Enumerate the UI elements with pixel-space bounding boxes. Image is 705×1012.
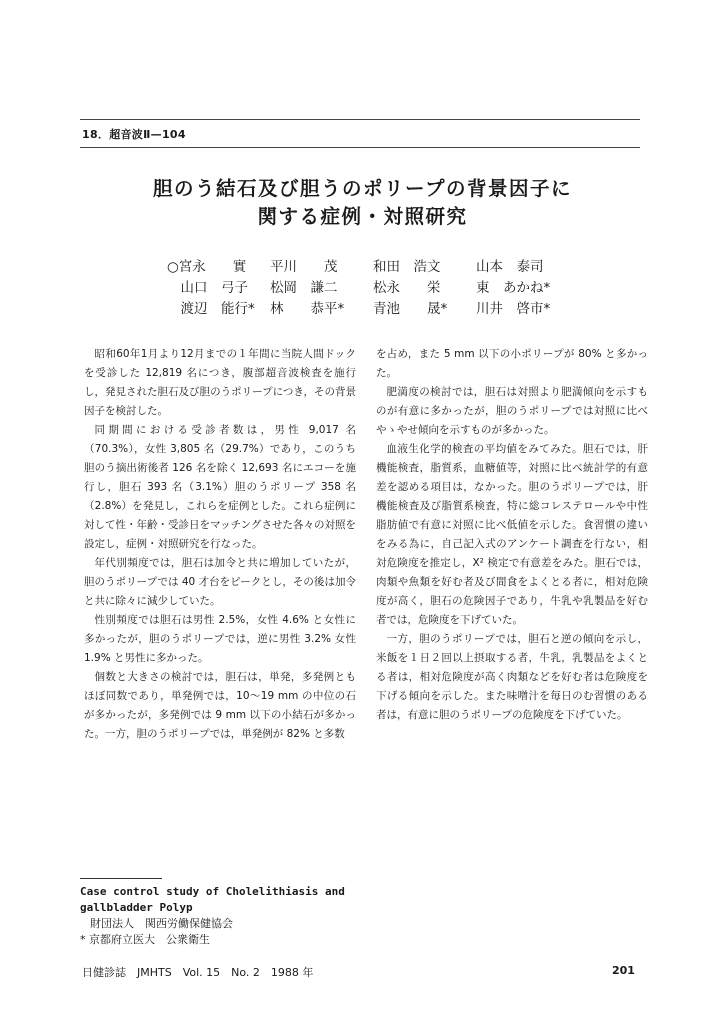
author-name: 山本 泰司	[476, 259, 544, 275]
author-name: 和田 浩文	[373, 259, 441, 275]
page-number: 201	[612, 964, 635, 977]
title-line-2: 関する症例・対照研究	[257, 205, 468, 228]
body-paragraph: 性別頻度では胆石は男性 2.5%，女性 4.6% と女性に多かったが，胆のうポリープでは，逆に男性 3.2% 女性 1.9% と男性に多かった。	[84, 614, 356, 664]
author-name: 松永 栄	[373, 280, 441, 296]
author-name: 東 あかね*	[476, 280, 551, 296]
author-name: 川井 啓市*	[476, 301, 551, 317]
header-rule-top	[80, 119, 640, 120]
body-paragraph: 血液生化学的検査の平均値をみてみた。胆石では，肝機能検査，脂質系，血糖値等，対照に比べ統計学的有意差を認める項目は，なかった。胆のうポリープでは，肝機能検査及び脂質系検査，特に総コレステロールや中性脂肪値で有意に対照に比べ低値を示した。食習慣の違いをみる為に，自己記入式のアンケート調査を行ない，相対危険度を推定し，X² 検定で有意差をみた。胆石では，肉類や魚類を好む者及び間食をよくとる者に，相対危険度が高く，胆石の危険因子であり，牛乳や乳製品を好む者では，危険度を下げていた。	[376, 443, 648, 626]
body-paragraph: 同期間における受診者数は，男性 9,017 名（70.3%），女性 3,805 名（29.7%）であり，このうち胆のう摘出術後者 126 名を除く 12,693 名にエコーを施行し，胆石 393 名（3.1%）胆のうポリープ 358 名（2.8%）を発見し，これらを症例とした。これら症例に対して性・年齢・受診日をマッチングさせた各々の対照を設定し，症例・対照研究を行なった。	[84, 424, 356, 550]
body-paragraph: 年代別頻度では，胆石は加令と共に増加していたが，胆のうポリープでは 40 才台をピークとし，その後は加令と共に除々に減少していた。	[84, 557, 356, 607]
author-list	[167, 257, 579, 320]
header-rule-bottom	[80, 147, 640, 148]
author-row	[167, 299, 579, 320]
author-name: 林 恭平*	[270, 301, 345, 317]
journal-citation: 日健診誌 JMHTS Vol. 15 No. 2 1988 年	[82, 966, 314, 979]
body-paragraph: 肥満度の検討では，胆石は対照より肥満傾向を示すものが有意に多かったが，胆のうポリープでは対照に比べやゝやせ傾向を示すものが多かった。	[376, 386, 648, 436]
body-paragraph: 一方，胆のうポリープでは，胆石と逆の傾向を示し，米飯を１日２回以上摂取する者，牛乳，乳製品をよくとる者は，相対危険度が高く肉類などを好む者は危険度を下げる傾向を示した。また味噌汁を毎日のむ習慣のある者は，有意に胆のうポリープの危険度を下げていた。	[376, 633, 648, 721]
author-name: 渡辺 能行*	[167, 301, 255, 317]
section-label: 18．超音波Ⅱ—104	[82, 128, 186, 141]
affiliation: 財団法人 関西労働保健協会	[90, 917, 233, 930]
author-name: 山口 弓子	[167, 280, 248, 296]
body-column-right	[376, 345, 648, 725]
author-name: ○宮永 實	[167, 259, 247, 275]
body-paragraph: を占め，また 5 mm 以下の小ポリープが 80% と多かった。	[376, 348, 648, 379]
title-line-1: 胆のう結石及び胆うのポリープの背景因子に	[152, 177, 573, 200]
footnote-rule	[80, 878, 162, 879]
author-name: 松岡 謙二	[270, 280, 338, 296]
body-paragraph: 昭和60年1月より12月までの１年間に当院人間ドックを受診した 12,819 名につき，腹部超音波検査を施行し，発見された胆石及び胆のうポリープにつき，その背景因子を検討した。	[84, 348, 356, 417]
author-name: 青池 晟*	[373, 301, 448, 317]
footnote	[80, 884, 370, 948]
author-row	[167, 278, 579, 299]
english-title: Case control study of Cholelithiasis and gallbladder Polyp	[80, 885, 345, 914]
body-paragraph: 個数と大きさの検討では，胆石は，単発，多発例ともほぼ同数であり，単発例では，10〜19 mm の中位の石が多かったが，多発例では 9 mm 以下の小結石が多かった。一方，胆のうポリープでは，単発例が 82% と多数	[84, 671, 356, 740]
affiliation-secondary: * 京都府立医大 公衆衛生	[80, 933, 210, 946]
body-column-left	[84, 345, 356, 744]
author-row	[167, 257, 579, 278]
author-name: 平川 茂	[270, 259, 338, 275]
